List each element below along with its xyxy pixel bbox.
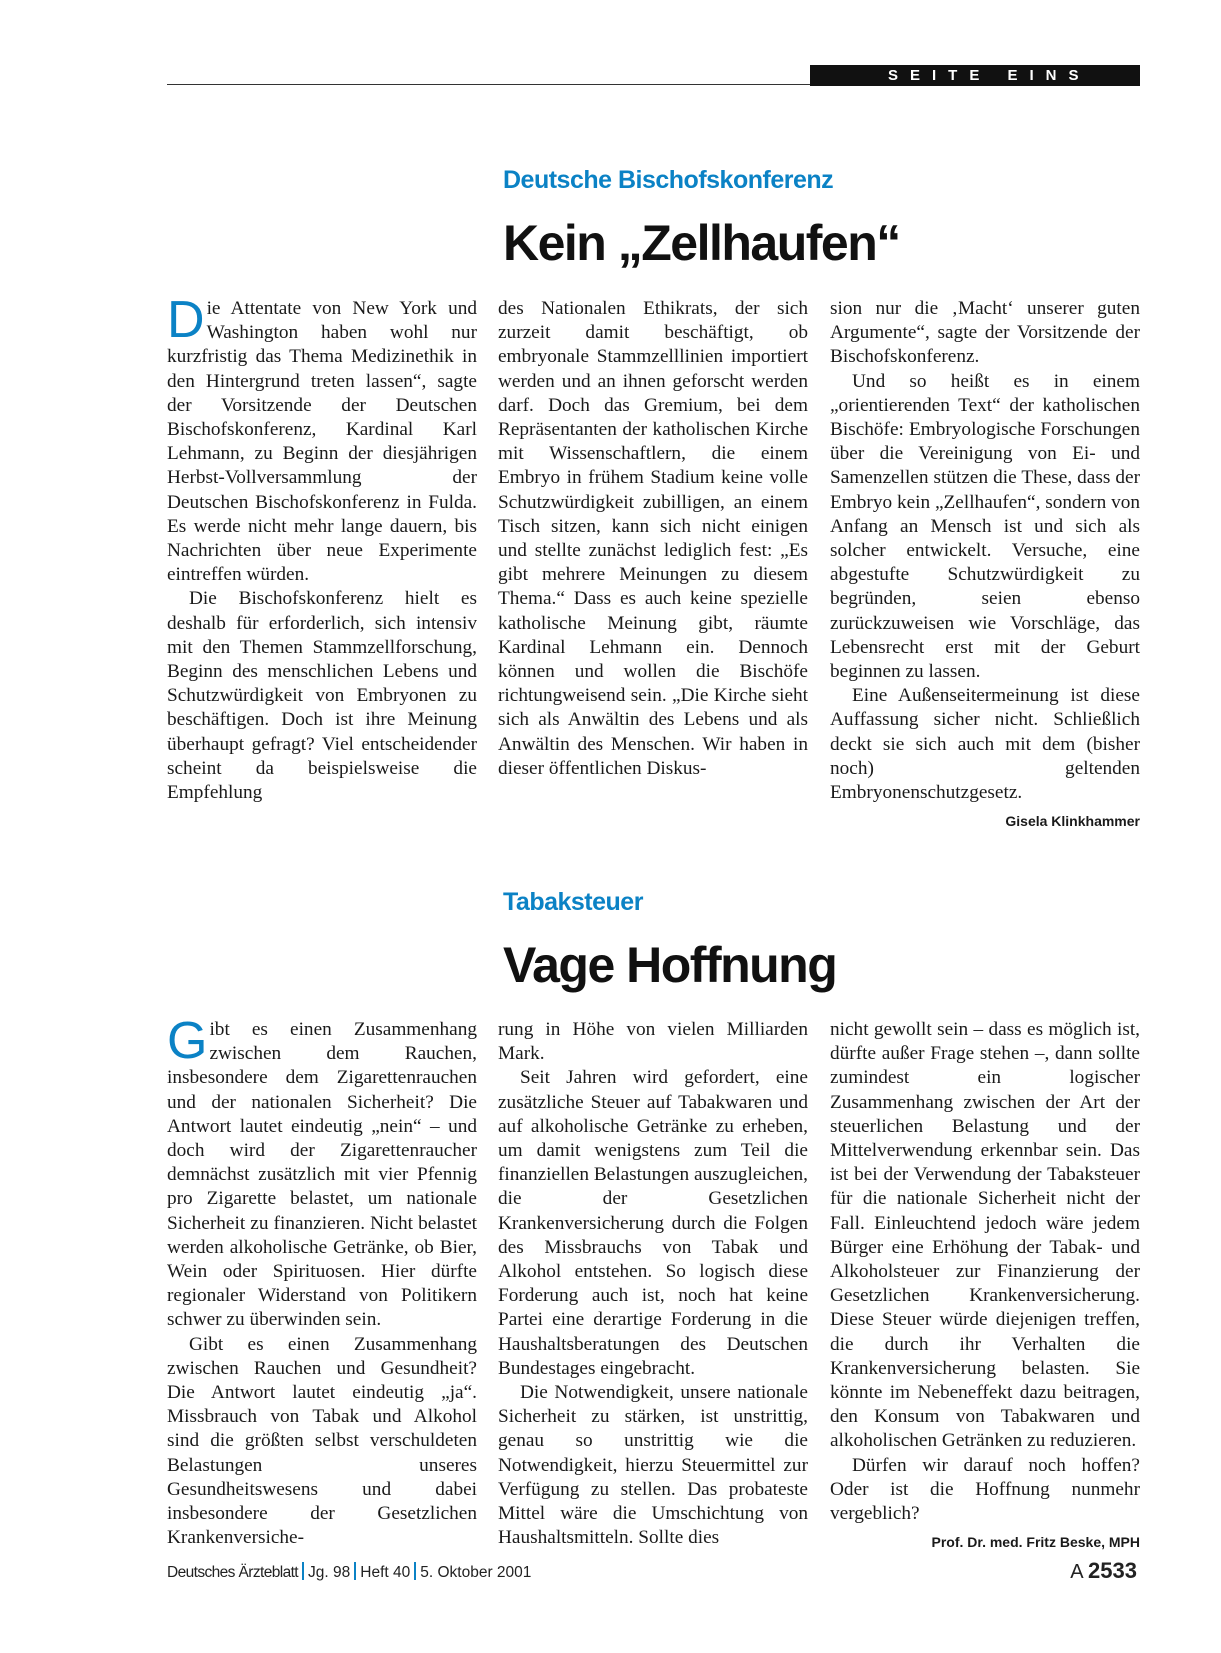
dropcap: D (167, 291, 205, 349)
page-footer (167, 1558, 1137, 1592)
footer-separator (302, 1562, 304, 1580)
footer-separator (354, 1562, 356, 1580)
paragraph-text: ie Attentate von New York und Washington haben wohl nur kurzfristig das Thema Medizinethik in den Hintergrund treten lassen“, sagte der Vorsitzende der Deutschen Bischofskonferenz, Kardinal Karl Lehmann, zu Beginn der diesjährigen Herbst-Vollversammlung der Deutschen Bischofskonferenz in Fulda. Es werde nicht mehr lange dauern, bis Nachrichten über neue Experimente eintreffen würden. (167, 298, 477, 586)
article1-paragraph: Die Bischofskonferenz hielt es deshalb für erforderlich, sich intensiv mit den Themen Stammzellforschung, Beginn des menschlichen Lebens und Schutzwürdigkeit von Embryonen zu beschäftigen. Doch ist ihre Meinung überhaupt gefragt? Viel entscheidender scheint da beispielsweise die Empfehlung (167, 588, 477, 804)
article1-paragraph (167, 291, 477, 587)
article2-paragraph (830, 1454, 1140, 1551)
paragraph-text: Eine Außenseitermeinung ist diese Auffassung sicher nicht. Schließlich deckt sie sich auch mit dem (bisher noch) geltenden Embryonenschutzgesetz. (830, 685, 1140, 804)
article1-kicker: Deutsche Bischofskonferenz (503, 166, 834, 194)
article1-column-3 (830, 297, 1140, 833)
footer-separator (414, 1562, 416, 1580)
article1-column-2 (498, 297, 808, 781)
article2-column-2 (498, 1018, 808, 1550)
page-number-value: 2533 (1088, 1558, 1137, 1583)
article1-headline: Kein „Zellhaufen“ (503, 215, 900, 271)
article1-paragraph: sion nur die ‚Macht‘ unserer guten Argumente“, sagte der Vorsitzende der Bischofskonferenz. (830, 298, 1140, 368)
article2-paragraph: Seit Jahren wird gefordert, eine zusätzliche Steuer auf Tabakwaren und auf alkoholische Getränke zu erheben, um damit wenigstens zum Teil die finanziellen Belastungen auszugleichen, die der Gesetzlichen Krankenversicherung durch die Folgen des Missbrauchs von Tabak und Alkohol entstehen. So logisch diese Forderung auch ist, noch hat keine Partei eine derartige Forderung in die Haushaltsberatungen des Deutschen Bundestages eingebracht. (498, 1067, 808, 1379)
article1-paragraph: Und so heißt es in einem „orientierenden Text“ der katholischen Bischöfe: Embryologische Forschungen über die Vereinigung von Ei- und Samenzellen stützen die These, dass der Embryo kein „Zellhaufen“, sondern von Anfang an Mensch ist und sich als solcher entwickelt. Versuche, eine abgestufte Schutzwürdigkeit zu begründen, seien ebenso zurückzuweisen wie Vorschläge, das Lebensrecht erst mit der Geburt beginnen zu lassen. (830, 370, 1141, 683)
paragraph-text: Dürfen wir darauf noch hoffen? Oder ist die Hoffnung nunmehr vergeblich? (830, 1454, 1140, 1525)
article2-author: Prof. Dr. med. Fritz Beske, MPH (931, 1534, 1140, 1551)
article1-paragraph (830, 684, 1140, 830)
article2-paragraph: rung in Höhe von vielen Milliarden Mark. (498, 1019, 808, 1065)
article1-column-1 (167, 291, 477, 805)
journal-issue: Heft 40 (360, 1564, 411, 1581)
article2-paragraph (167, 1012, 477, 1333)
article2-paragraph: Gibt es einen Zusammenhang zwischen Rauchen und Gesundheit? Die Antwort lautet eindeutig „ja“. Missbrauch von Tabak und Alkohol sind die größten selbst verschuldeten Belastungen unseres Gesundheitswesens und dabei insbesondere der Gesetzlichen Krankenversiche- (167, 1333, 477, 1549)
article2-kicker: Tabaksteuer (503, 888, 643, 916)
article2-paragraph: Die Notwendigkeit, unsere nationale Sicherheit zu stärken, ist unstrittig, genau so unstrittig wie die Notwendigkeit, hierzu Steuermittel zur Verfügung zu stellen. Das probateste Mittel wäre die Umschichtung von Haushaltsmitteln. Sollte dies (498, 1382, 808, 1549)
article2-paragraph: nicht gewollt sein – dass es möglich ist, dürfte außer Frage stehen –, dann sollte zumindest ein logischer Zusammenhang zwischen der Art der steuerlichen Belastung und der Mittelverwendung erkennbar sein. Das ist bei der Verwendung der Tabaksteuer für die nationale Sicherheit nicht der Fall. Einleuchtend jedoch wäre jedem Bürger eine Erhöhung der Tabak- und Alkoholsteuer zur Finanzierung der Gesetzlichen Krankenversicherung. Diese Steuer würde diejenigen treffen, die durch ihr Verhalten die Krankenversicherung belasten. Sie könnte im Nebeneffekt dazu beitragen, den Konsum von Tabakwaren und alkoholischen Getränken zu reduzieren. (830, 1019, 1140, 1452)
article2-column-3 (830, 1018, 1140, 1554)
article1-author: Gisela Klinkhammer (1005, 813, 1140, 830)
section-label: SEITE EINS (810, 65, 1140, 86)
article2-headline: Vage Hoffnung (503, 937, 837, 993)
paragraph-text: ibt es einen Zusammenhang zwischen dem Rauchen, insbesondere dem Zigarettenrauchen und der nationalen Sicherheit? Die Antwort lautet eindeutig „nein“ – und doch wird der Zigarettenraucher demnächst zusätzlich mit vier Pfennig pro Zigarette belastet, um nationale Sicherheit zu finanzieren. Nicht belastet werden alkoholische Getränke, ob Bier, Wein oder Spirituosen. Hier dürfte regionaler Widerstand von Politikern schwer zu überwinden sein. (167, 1019, 477, 1331)
page-prefix: A (1070, 1561, 1083, 1583)
journal-volume: Jg. 98 (308, 1564, 351, 1581)
article1-paragraph: des Nationalen Ethikrats, der sich zurzeit damit beschäftigt, ob embryonale Stammzelllinien importiert werden und an ihnen geforscht werden darf. Doch das Gremium, bei dem Repräsentanten der katholischen Kirche mit Wissenschaftlern, die einem Embryo in frühem Stadium keine volle Schutzwürdigkeit zubilligen, an einem Tisch sitzen, kann sich nicht einigen und stellte zunächst lediglich fest: „Es gibt mehrere Meinungen zu diesem Thema.“ Dass es auch keine spezielle katholische Meinung gibt, räumte Kardinal Lehmann ein. Dennoch können und wollen die Bischöfe richtungweisend sein. „Die Kirche sieht sich als Anwältin des Lebens und als Anwältin des Menschen. Wir haben in dieser öffentlichen Diskus- (498, 298, 808, 779)
dropcap: G (167, 1012, 208, 1070)
article2-column-1 (167, 1012, 477, 1550)
journal-name: Deutsches Ärzteblatt (167, 1564, 299, 1581)
page-number (1070, 1558, 1137, 1584)
journal-date: 5. Oktober 2001 (420, 1564, 532, 1581)
